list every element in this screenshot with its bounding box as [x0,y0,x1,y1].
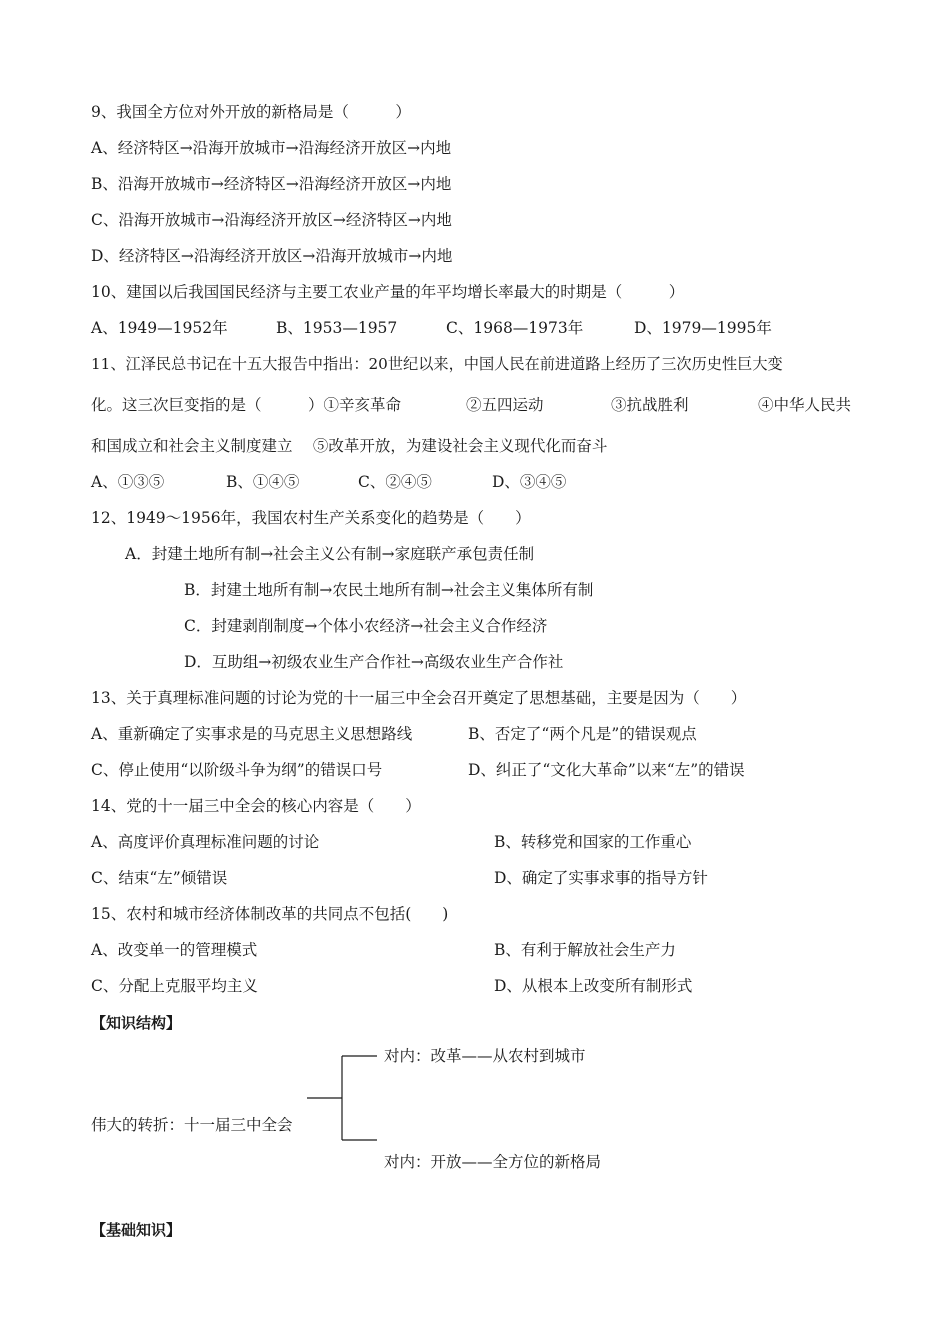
q13-option-d: D、纠正了“文化大革命”以来“左”的错误 [468,761,745,779]
structure-branch-reform: 对内：改革——从农村到城市 [384,1047,586,1065]
q14-stem: 14、党的十一届三中全会的核心内容是（ ） [91,797,421,815]
q10-option-b: B、1953—1957 [276,319,398,337]
knowledge-structure-heading: 【知识结构】 [91,1014,182,1032]
q11-option-b: B、①④⑤ [226,473,300,491]
q10-option-d: D、1979—1995年 [634,319,772,337]
q13-option-a: A、重新确定了实事求是的马克思主义思想路线 [91,725,413,743]
structure-root: 伟大的转折：十一届三中全会 [91,1116,293,1134]
q14-option-b: B、转移党和国家的工作重心 [494,833,692,851]
q12-option-b: B．封建土地所有制→农民土地所有制→社会主义集体所有制 [184,581,594,599]
q15-option-d: D、从根本上改变所有制形式 [494,977,693,995]
q15-option-b: B、有利于解放社会生产力 [494,941,676,959]
q15-option-a: A、改变单一的管理模式 [91,941,258,959]
q10-option-a: A、1949—1952年 [91,319,228,337]
basic-knowledge-heading: 【基础知识】 [91,1221,182,1239]
q9-option-c: C、沿海开放城市→沿海经济开放区→经济特区→内地 [91,211,452,229]
q11-option-c: C、②④⑤ [358,473,432,491]
q9-option-a: A、经济特区→沿海开放城市→沿海经济开放区→内地 [91,139,452,157]
q11-line2-d: ④中华人民共 [758,396,852,414]
q12-option-c: C．封建剥削制度→个体小农经济→社会主义合作经济 [184,617,548,635]
q11-line1: 11、江泽民总书记在十五大报告中指出：20世纪以来，中国人民在前进道路上经历了三次历史性巨大变 [91,355,783,373]
q11-line2-c: ③抗战胜利 [611,396,689,414]
q9-stem: 9、我国全方位对外开放的新格局是（ ） [91,103,411,121]
q11-line2-b: ②五四运动 [466,396,544,414]
q9-option-b: B、沿海开放城市→经济特区→沿海经济开放区→内地 [91,175,452,193]
q12-option-a: A．封建土地所有制→社会主义公有制→家庭联产承包责任制 [125,545,535,563]
q11-option-a: A、①③⑤ [91,473,165,491]
q13-option-c: C、停止使用“以阶级斗争为纲”的错误口号 [91,761,383,779]
q10-stem: 10、建国以后我国国民经济与主要工农业产量的年平均增长率最大的时期是（ ） [91,283,685,301]
q9-option-d: D、经济特区→沿海经济开放区→沿海开放城市→内地 [91,247,453,265]
q13-stem: 13、关于真理标准问题的讨论为党的十一届三中全会召开奠定了思想基础，主要是因为（ ） [91,689,747,707]
q10-option-c: C、1968—1973年 [446,319,584,337]
structure-branch-opening: 对内：开放——全方位的新格局 [384,1153,602,1171]
q13-option-b: B、否定了“两个凡是”的错误观点 [468,725,697,743]
q11-line2-a: 化。这三次巨变指的是（ ）①辛亥革命 [91,396,402,414]
q11-line3: 和国成立和社会主义制度建立 ⑤改革开放，为建设社会主义现代化而奋斗 [91,437,608,455]
q12-stem: 12、1949～1956年，我国农村生产关系变化的趋势是（ ） [91,509,531,527]
q15-stem: 15、农村和城市经济体制改革的共同点不包括( ) [91,905,449,923]
q14-option-a: A、高度评价真理标准问题的讨论 [91,833,320,851]
q14-option-d: D、确定了实事求事的指导方针 [494,869,708,887]
q12-option-d: D．互助组→初级农业生产合作社→高级农业生产合作社 [184,653,564,671]
q11-option-d: D、③④⑤ [492,473,567,491]
q15-option-c: C、分配上克服平均主义 [91,977,258,995]
q14-option-c: C、结束“左”倾错误 [91,869,228,887]
